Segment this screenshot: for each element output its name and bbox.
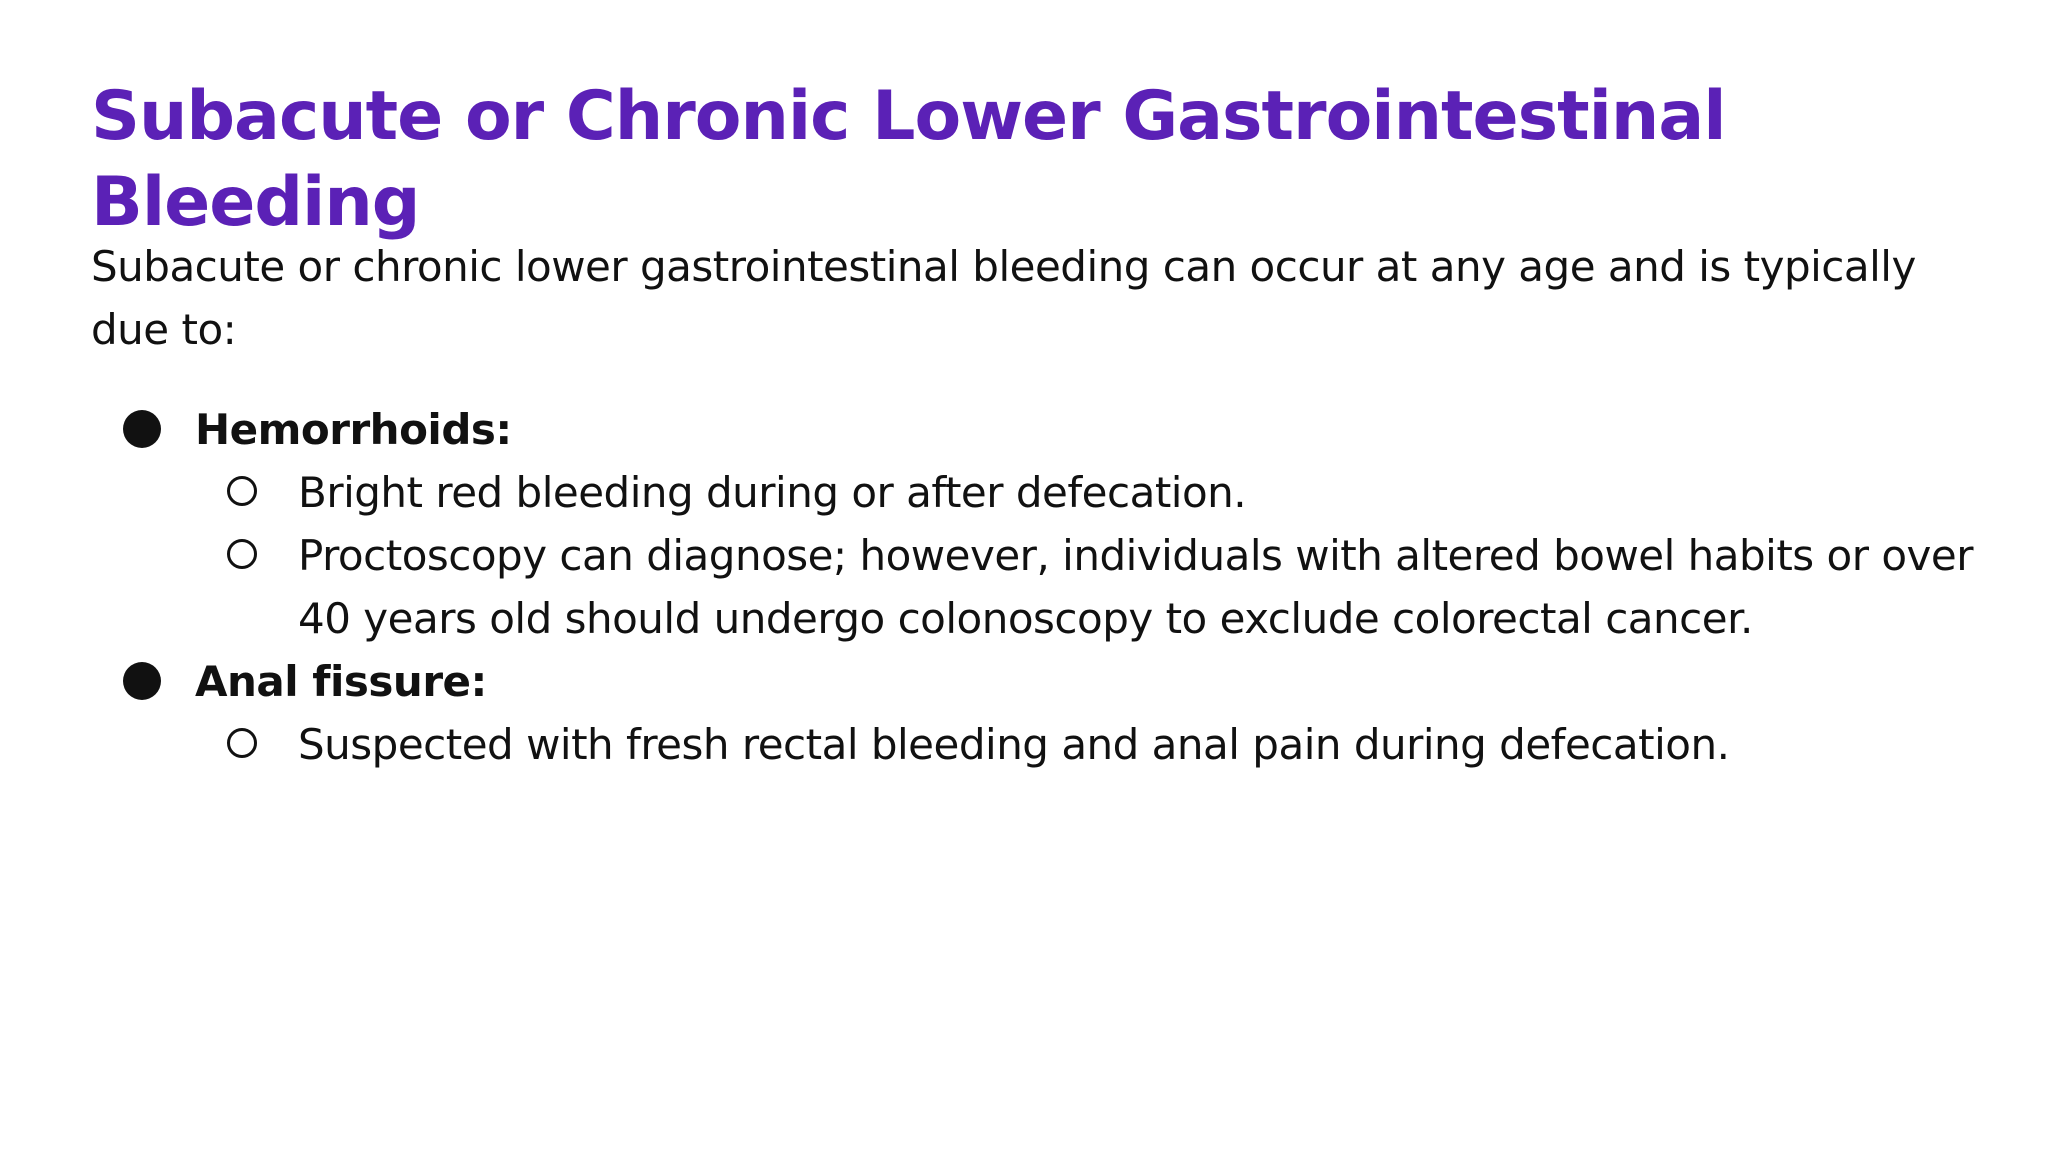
filled-bullet-icon (123, 662, 161, 700)
hollow-bullet-icon (227, 476, 257, 506)
cause-detail-text: Proctoscopy can diagnose; however, individuals with altered bowel habits or over 40 years old should undergo colonoscopy to exclude colorectal cancer. (298, 531, 1974, 643)
cause-details-list (91, 713, 1971, 776)
cause-label: Anal fissure: (195, 657, 487, 706)
causes-list (91, 398, 1974, 776)
cause-detail-item (91, 713, 1998, 776)
slide-title: Subacute or Chronic Lower Gastrointestinal Bleeding (91, 77, 1726, 242)
cause-detail-text: Bright red bleeding during or after defecation. (298, 468, 1247, 517)
cause-detail-text: Suspected with fresh rectal bleeding and anal pain during defecation. (298, 720, 1730, 769)
cause-detail-item (91, 524, 1998, 650)
cause-item-hemorrhoids (91, 398, 1974, 650)
cause-item-anal-fissure (91, 650, 1971, 776)
cause-label: Hemorrhoids: (195, 405, 512, 454)
cause-heading (91, 650, 1971, 713)
cause-details-list (91, 461, 1974, 650)
intro-paragraph: Subacute or chronic lower gastrointestinal bleeding can occur at any age and is typically due to: (91, 242, 1916, 354)
filled-bullet-icon (123, 410, 161, 448)
hollow-bullet-icon (227, 728, 257, 758)
cause-detail-item (91, 461, 1998, 524)
hollow-bullet-icon (227, 539, 257, 569)
cause-heading (91, 398, 1971, 461)
